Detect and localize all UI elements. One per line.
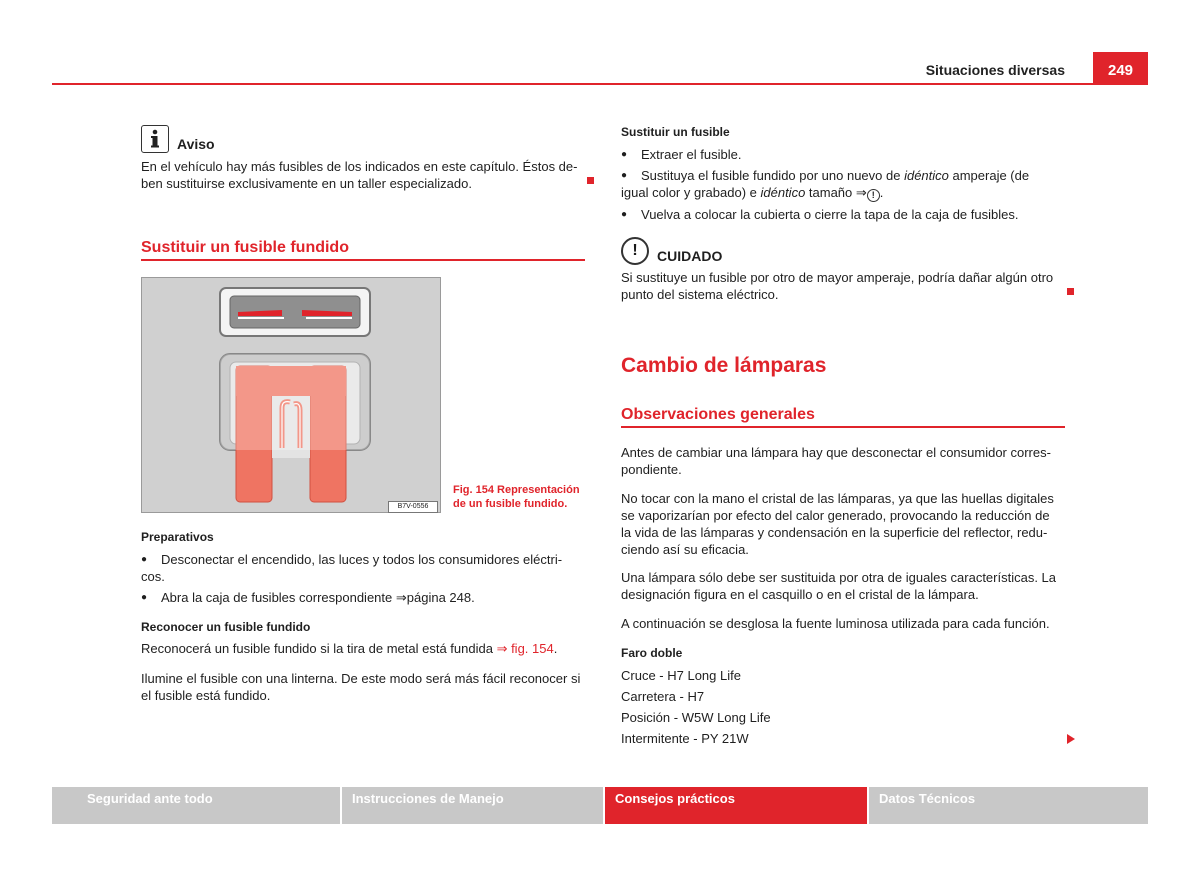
cuidado-line-1: Si sustituye un fusible por otro de mayor amperaje, podría dañar algún otro — [621, 270, 1054, 285]
cuidado-text — [621, 269, 1071, 303]
figure-caption-line-2: de un fusible fundido. — [453, 498, 568, 510]
tab-consejos[interactable]: Consejos prácticos — [605, 787, 867, 824]
list-item — [141, 589, 586, 606]
heading-rule — [141, 259, 585, 261]
tab-datos-tecnicos[interactable]: Datos Técnicos — [869, 787, 1148, 824]
paragraph-line: designación figura en el casquillo o en el cristal de la lámpara. — [621, 587, 979, 602]
paragraph-line: Una lámpara sólo debe ser sustituida por otra de iguales características. La — [621, 570, 1057, 585]
paragraph-line: Antes de cambiar una lámpara hay que desconectar el consumidor corres- — [621, 445, 1051, 460]
bullet-icon: ● — [141, 554, 148, 565]
aviso-line-1: En el vehículo hay más fusibles de los indicados en este capítulo. Éstos de- — [141, 159, 578, 174]
warning-icon: ! — [621, 237, 649, 265]
paragraph-line: No tocar con la mano el cristal de las lámparas, ya que las huellas digitales — [621, 491, 1054, 506]
emphasis: idéntico — [760, 185, 806, 200]
section-end-marker — [587, 177, 594, 184]
text-part: . — [879, 185, 884, 200]
reconocer-title: Reconocer un fusible fundido — [141, 620, 311, 634]
next-page-arrow-icon[interactable] — [1067, 734, 1075, 744]
figure-code: B7V-0556 — [388, 501, 438, 513]
section-heading-fusible-fundido: Sustituir un fusible fundido — [141, 239, 349, 256]
list-item-text-cont: cos. — [141, 569, 165, 584]
reconocer-paragraph-2 — [141, 670, 591, 704]
paragraph-4: A continuación se desglosa la fuente luminosa utilizada para cada función. — [621, 616, 1050, 631]
section-end-marker — [1067, 288, 1074, 295]
page-number: 249 — [1093, 52, 1148, 85]
list-item-text: Desconectar el encendido, las luces y todos los consumidores eléctri- — [161, 552, 563, 567]
list-item: Cruce - H7 Long Life — [621, 668, 741, 683]
section-title: Situaciones diversas — [925, 62, 1065, 78]
list-item — [621, 146, 1071, 163]
heading-rule — [621, 426, 1065, 428]
figure-caption — [453, 483, 580, 511]
text-part: tamaño ⇒ — [805, 185, 867, 200]
sustituir-title: Sustituir un fusible — [621, 125, 730, 139]
list-item — [621, 167, 1071, 184]
aviso-line-2: ben sustituirse exclusivamente en un taller especializado. — [141, 176, 472, 191]
list-item — [621, 206, 1071, 223]
aviso-text — [141, 158, 586, 192]
paragraph-line: pondiente. — [621, 462, 682, 477]
faro-list — [621, 667, 1021, 751]
cuidado-title: CUIDADO — [657, 248, 723, 264]
bullet-icon: ● — [621, 149, 628, 160]
list-item-text-cont — [621, 184, 1071, 202]
aviso-title: Aviso — [177, 136, 215, 152]
reconocer-text: Reconocerá un fusible fundido si la tira de metal está fundida — [141, 641, 497, 656]
warning-ref-icon[interactable]: ! — [867, 189, 880, 202]
list-item: Posición - W5W Long Life — [621, 710, 771, 725]
header-rule — [52, 83, 1148, 85]
list-item-text: Vuelva a colocar la cubierta o cierre la tapa de la caja de fusibles. — [641, 207, 1019, 222]
paragraph-3 — [621, 569, 1071, 603]
sustituir-list — [621, 146, 1071, 223]
bullet-icon: ● — [621, 170, 628, 181]
figure-link[interactable]: ⇒ fig. 154 — [496, 641, 554, 656]
preparativos-list — [141, 551, 586, 606]
faro-title: Faro doble — [621, 646, 683, 660]
list-item-text: Extraer el fusible. — [641, 147, 742, 162]
preparativos-title: Preparativos — [141, 530, 214, 544]
list-item: Intermitente - PY 21W — [621, 731, 749, 746]
info-icon — [141, 125, 169, 153]
paragraph-line: el fusible está fundido. — [141, 688, 271, 703]
paragraph-line: Ilumine el fusible con una linterna. De este modo será más fácil reconocer si — [141, 671, 581, 686]
bullet-icon: ● — [621, 209, 628, 220]
text-part: amperaje (de — [948, 168, 1030, 183]
text-part: igual color y grabado) e — [621, 185, 761, 200]
bullet-icon: ● — [141, 592, 148, 603]
section-heading-observaciones: Observaciones generales — [621, 406, 815, 423]
paragraph-line: se vaporizarían por efecto del calor generado, provocando la reducción de — [621, 508, 1050, 523]
blown-fuse-drawing — [142, 278, 440, 512]
chapter-heading: Cambio de lámparas — [621, 354, 827, 377]
cuidado-line-2: punto del sistema eléctrico. — [621, 287, 779, 302]
emphasis: idéntico — [904, 168, 949, 183]
list-item-text: Abra la caja de fusibles correspondiente ⇒página 248. — [161, 590, 475, 605]
tab-instrucciones[interactable]: Instrucciones de Manejo — [342, 787, 603, 824]
paragraph-line: la vida de las lámparas y condensación en la superficie del reflector, redu- — [621, 525, 1048, 540]
list-item: Carretera - H7 — [621, 689, 705, 704]
reconocer-paragraph-1 — [141, 640, 586, 657]
tab-seguridad[interactable]: Seguridad ante todo — [52, 787, 340, 824]
paragraph-line: ciendo así su eficacia. — [621, 542, 749, 557]
figure-caption-line-1: Fig. 154 Representación — [453, 484, 580, 496]
fuse-illustration — [141, 277, 441, 513]
paragraph-1 — [621, 444, 1071, 478]
text-part: Sustituya el fusible fundido por uno nuevo de — [641, 168, 905, 183]
reconocer-end: . — [553, 641, 558, 656]
paragraph-2 — [621, 490, 1071, 558]
list-item — [141, 551, 586, 568]
